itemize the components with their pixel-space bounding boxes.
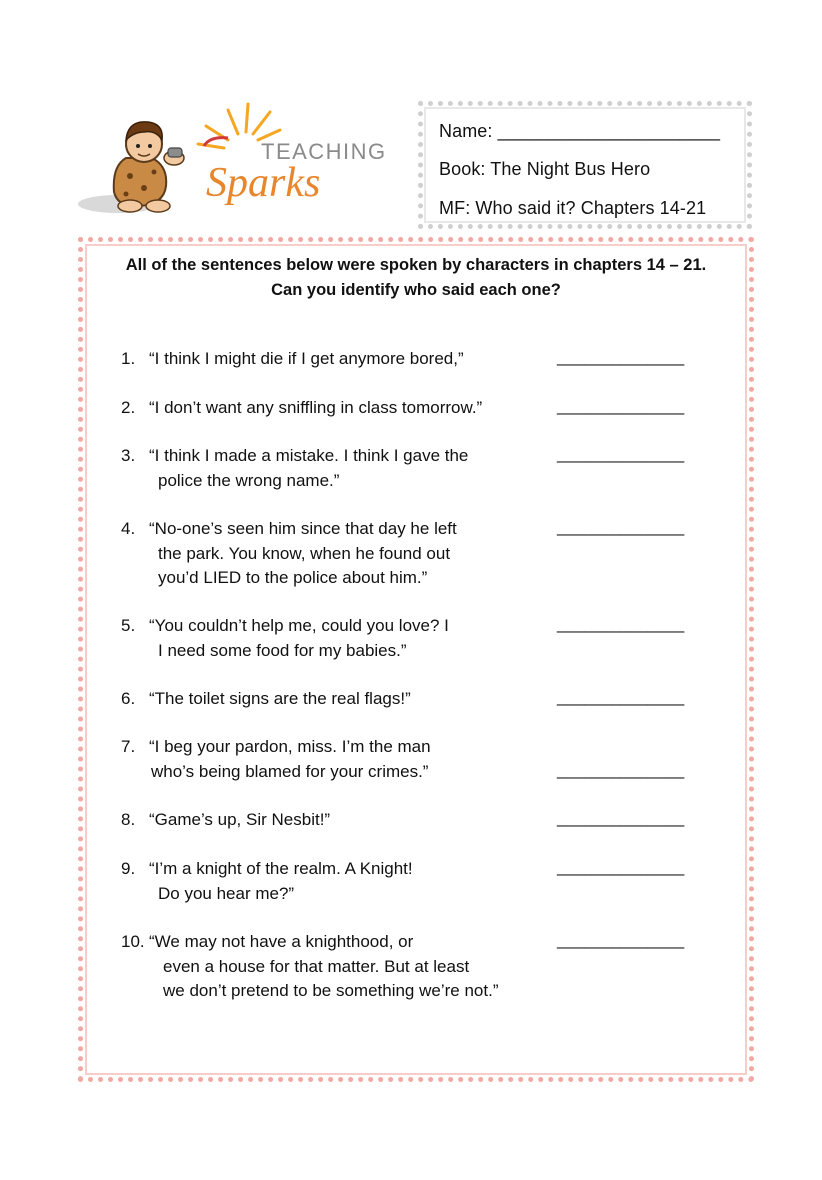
question-text: “I don’t want any sniffling in class tomorrow.”	[149, 398, 483, 417]
answer-blank-3[interactable]: ______________	[557, 444, 684, 463]
question-text: “No-one’s seen him since that day he left	[149, 519, 457, 538]
logo-sparks-text: Sparks	[206, 160, 321, 206]
question-number: 9.	[121, 859, 136, 878]
student-info-box	[418, 101, 752, 229]
question-text-cont: police the wrong name.”	[158, 470, 340, 490]
question-1	[121, 347, 464, 372]
answer-blank-8[interactable]: ______________	[557, 808, 684, 827]
question-3	[121, 444, 468, 493]
logo-teaching-text: TEACHING	[261, 139, 387, 164]
stone-icon	[168, 148, 182, 157]
question-text-cont: we don’t pretend to be something we’re not.”	[163, 981, 499, 1000]
answer-blank-4[interactable]: ______________	[557, 517, 684, 536]
question-10	[121, 930, 498, 1004]
answer-blank-6[interactable]: ______________	[557, 687, 684, 706]
question-text-cont: I need some food for my babies.”	[158, 640, 407, 660]
question-text: “I think I might die if I get anymore bored,”	[149, 349, 464, 368]
question-7	[121, 735, 431, 784]
name-field[interactable]: Name: ______________________	[439, 121, 721, 141]
question-4	[121, 517, 457, 591]
answer-blank-1[interactable]: ______________	[557, 347, 684, 366]
question-number: 8.	[121, 810, 136, 829]
logo-graphic	[78, 96, 398, 221]
question-text-cont: even a house for that matter. But at least	[163, 956, 470, 976]
question-text-cont: Do you hear me?”	[158, 883, 295, 903]
question-text-cont: who’s being blamed for your crimes.”	[151, 761, 429, 781]
instructions-line-1: All of the sentences below were spoken by characters in chapters 14 – 21.	[125, 256, 707, 274]
answer-blank-7[interactable]: ______________	[557, 760, 684, 779]
question-number: 10.	[121, 932, 145, 951]
question-6	[121, 687, 411, 712]
book-title: Book: The Night Bus Hero	[439, 159, 651, 179]
question-box	[78, 237, 754, 1082]
question-text: “I’m a knight of the realm. A Knight!	[149, 859, 413, 878]
answer-blank-2[interactable]: ______________	[557, 396, 684, 415]
question-number: 2.	[121, 398, 136, 417]
worksheet-title: MF: Who said it? Chapters 14-21	[439, 198, 707, 218]
question-text: “We may not have a knighthood, or	[149, 932, 414, 951]
question-text: “I think I made a mistake. I think I gave the	[149, 446, 469, 465]
question-number: 4.	[121, 519, 136, 538]
question-text-cont: the park. You know, when he found out	[158, 543, 451, 563]
answer-blank-10[interactable]: ______________	[557, 930, 684, 949]
question-text: “The toilet signs are the real flags!”	[149, 689, 411, 708]
answer-blank-5[interactable]: ______________	[557, 614, 684, 633]
caveman-body-icon	[114, 158, 166, 206]
instructions-line-2: Can you identify who said each one?	[271, 281, 561, 299]
question-text: “You couldn’t help me, could you love? I	[149, 616, 449, 635]
teaching-sparks-logo	[78, 96, 398, 221]
question-number: 5.	[121, 616, 136, 635]
question-8	[121, 808, 330, 833]
question-number: 6.	[121, 689, 136, 708]
question-number: 1.	[121, 349, 136, 368]
question-number: 7.	[121, 737, 136, 756]
question-5	[121, 614, 449, 663]
question-text: “I beg your pardon, miss. I’m the man	[149, 737, 431, 756]
question-number: 3.	[121, 446, 136, 465]
question-2	[121, 396, 482, 421]
question-9	[121, 857, 413, 906]
question-text: “Game’s up, Sir Nesbit!”	[149, 810, 331, 829]
question-text-cont: you’d LIED to the police about him.”	[158, 568, 428, 587]
answer-blank-9[interactable]: ______________	[557, 857, 684, 876]
